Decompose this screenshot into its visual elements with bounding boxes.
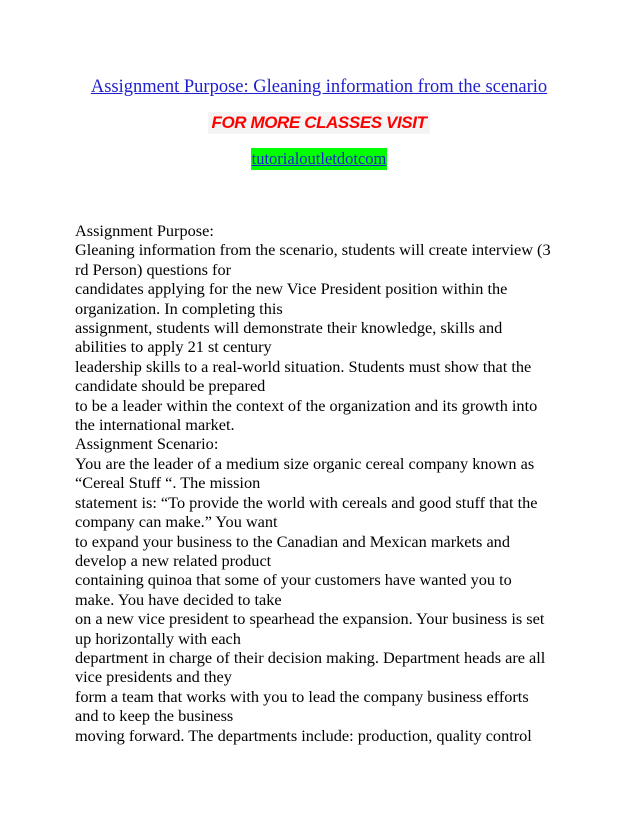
body-line: Assignment Purpose: [75, 221, 214, 240]
body-line: vice presidents and they [75, 667, 232, 687]
body-line: develop a new related product [75, 550, 272, 570]
body-line: on a new vice president to spearhead the expansion. Your business is set [75, 609, 545, 629]
body-line: make. You have decided to take [75, 589, 282, 609]
body-line: to be a leader within the context of the organization and its growth into [75, 395, 538, 415]
body-line: You are the leader of a medium size organic cereal company known as [75, 453, 535, 473]
site-link[interactable]: tutorialoutletdotcom [251, 149, 387, 168]
promo-banner [0, 112, 638, 134]
body-line: and to keep the business [75, 706, 234, 726]
body-line: Gleaning information from the scenario, students will create interview (3 [75, 240, 551, 260]
body-line: moving forward. The departments include: production, quality control [75, 725, 532, 745]
body-line: abilities to apply 21 st century [75, 337, 272, 357]
body-line: up horizontally with each [75, 628, 241, 648]
body-line: department in charge of their decision making. Department heads are all [75, 647, 546, 667]
body-text [75, 221, 575, 745]
body-line: the international market. [75, 415, 235, 435]
site-link-wrap [0, 148, 638, 170]
body-line: leadership skills to a real-world situation. Students must show that the [75, 356, 532, 376]
body-line: form a team that works with you to lead the company business efforts [75, 686, 529, 706]
body-line: “Cereal Stuff “. The mission [75, 473, 261, 493]
body-line: to expand your business to the Canadian and Mexican markets and [75, 531, 510, 551]
body-line: rd Person) questions for [75, 259, 232, 279]
body-line: company can make.” You want [75, 512, 278, 532]
body-line: containing quinoa that some of your customers have wanted you to [75, 570, 512, 590]
title-link[interactable]: Assignment Purpose: Gleaning information from the scenario [90, 77, 548, 97]
body-line: Assignment Scenario: [75, 434, 219, 454]
promo-text: FOR MORE CLASSES VISIT [208, 112, 429, 134]
body-line: statement is: “To provide the world with cereals and good stuff that the [75, 492, 538, 512]
body-line: candidate should be prepared [75, 376, 266, 396]
body-line: candidates applying for the new Vice President position within the [75, 279, 508, 299]
body-line: assignment, students will demonstrate their knowledge, skills and [75, 318, 503, 338]
body-line: organization. In completing this [75, 298, 283, 318]
